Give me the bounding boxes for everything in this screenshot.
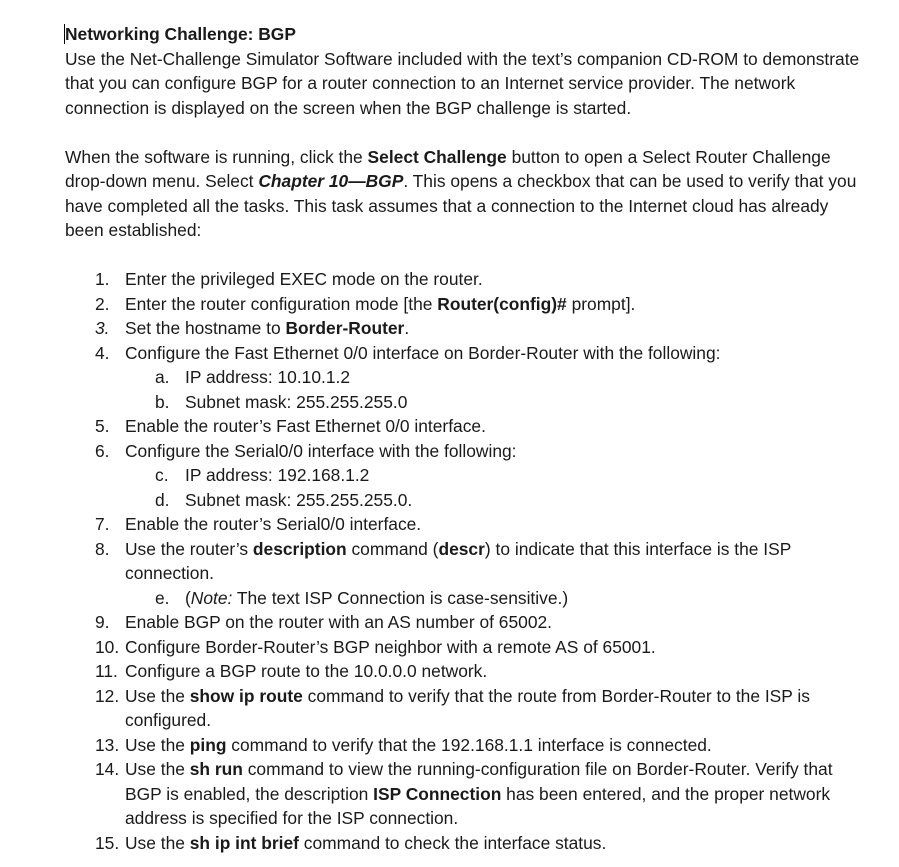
list-item: 7. Enable the router’s Serial0/0 interface. <box>95 514 422 534</box>
list-item: 8. Use the router’s description command (descr) to indicate that this interface is the ISP connection. <box>95 538 791 583</box>
document-title: Networking Challenge: BGP <box>65 24 296 44</box>
document-body <box>65 22 865 855</box>
list-item: 13. Use the ping command to verify that the 192.168.1.1 interface is connected. <box>95 734 712 755</box>
sub-list-item: c. IP address: 192.168.1.2 <box>155 465 370 485</box>
list-item: 2. Enter the router configuration mode [the Router(config)# prompt]. <box>95 293 636 314</box>
list-item: 11. Configure a BGP route to the 10.0.0.0 network. <box>95 661 488 681</box>
chapter-text: Chapter 10—BGP <box>258 171 404 191</box>
list-item: 1. Enter the privileged EXEC mode on the router. <box>95 269 483 289</box>
list-item: 14. Use the sh run command to view the running-configuration file on Border-Router. Verify that BGP is enabled, the description ISP Connection has been entered, and the proper network address is specified for the ISP connection. <box>95 759 833 828</box>
sub-list-item: d. Subnet mask: 255.255.255.0. <box>155 489 413 510</box>
list-item: 15. Use the sh ip int brief command to check the interface status. <box>95 832 607 853</box>
list-item: 5. Enable the router’s Fast Ethernet 0/0 interface. <box>95 416 486 436</box>
list-item: 10. Configure Border-Router’s BGP neighbor with a remote AS of 65001. <box>95 636 656 657</box>
list-item: 6. Configure the Serial0/0 interface with the following: <box>95 440 517 461</box>
list-item: 4. Configure the Fast Ethernet 0/0 interface on Border-Router with the following: <box>95 342 721 363</box>
task-list <box>65 267 865 855</box>
intro-paragraph: Use the Net-Challenge Simulator Software included with the text’s companion CD-ROM to demonstrate that you can configure BGP for a router connection to an Internet service provider. The network connection is displayed on the screen when the BGP challenge is started. <box>65 48 860 118</box>
instructions-paragraph: When the software is running, click the Select Challenge button to open a Select Router Challenge drop-down menu. Select Chapter 10—BGP. This opens a checkbox that can be used to verify that you have completed all the tasks. This task assumes that a connection to the Internet cloud has already been established: <box>65 146 857 240</box>
sub-list-item: a. IP address: 10.10.1.2 <box>155 367 351 387</box>
sub-list-item: e. (Note: The text ISP Connection is case-sensitive.) <box>155 587 569 608</box>
list-item: 3. Set the hostname to Border-Router. <box>95 318 410 338</box>
sub-list-item: b. Subnet mask: 255.255.255.0 <box>155 391 408 412</box>
list-item: 9. Enable BGP on the router with an AS number of 65002. <box>95 612 552 632</box>
select-challenge-text: Select Challenge <box>367 146 507 167</box>
list-item: 12. Use the show ip route command to verify that the route from Border-Router to the ISP is configured. <box>95 685 810 730</box>
